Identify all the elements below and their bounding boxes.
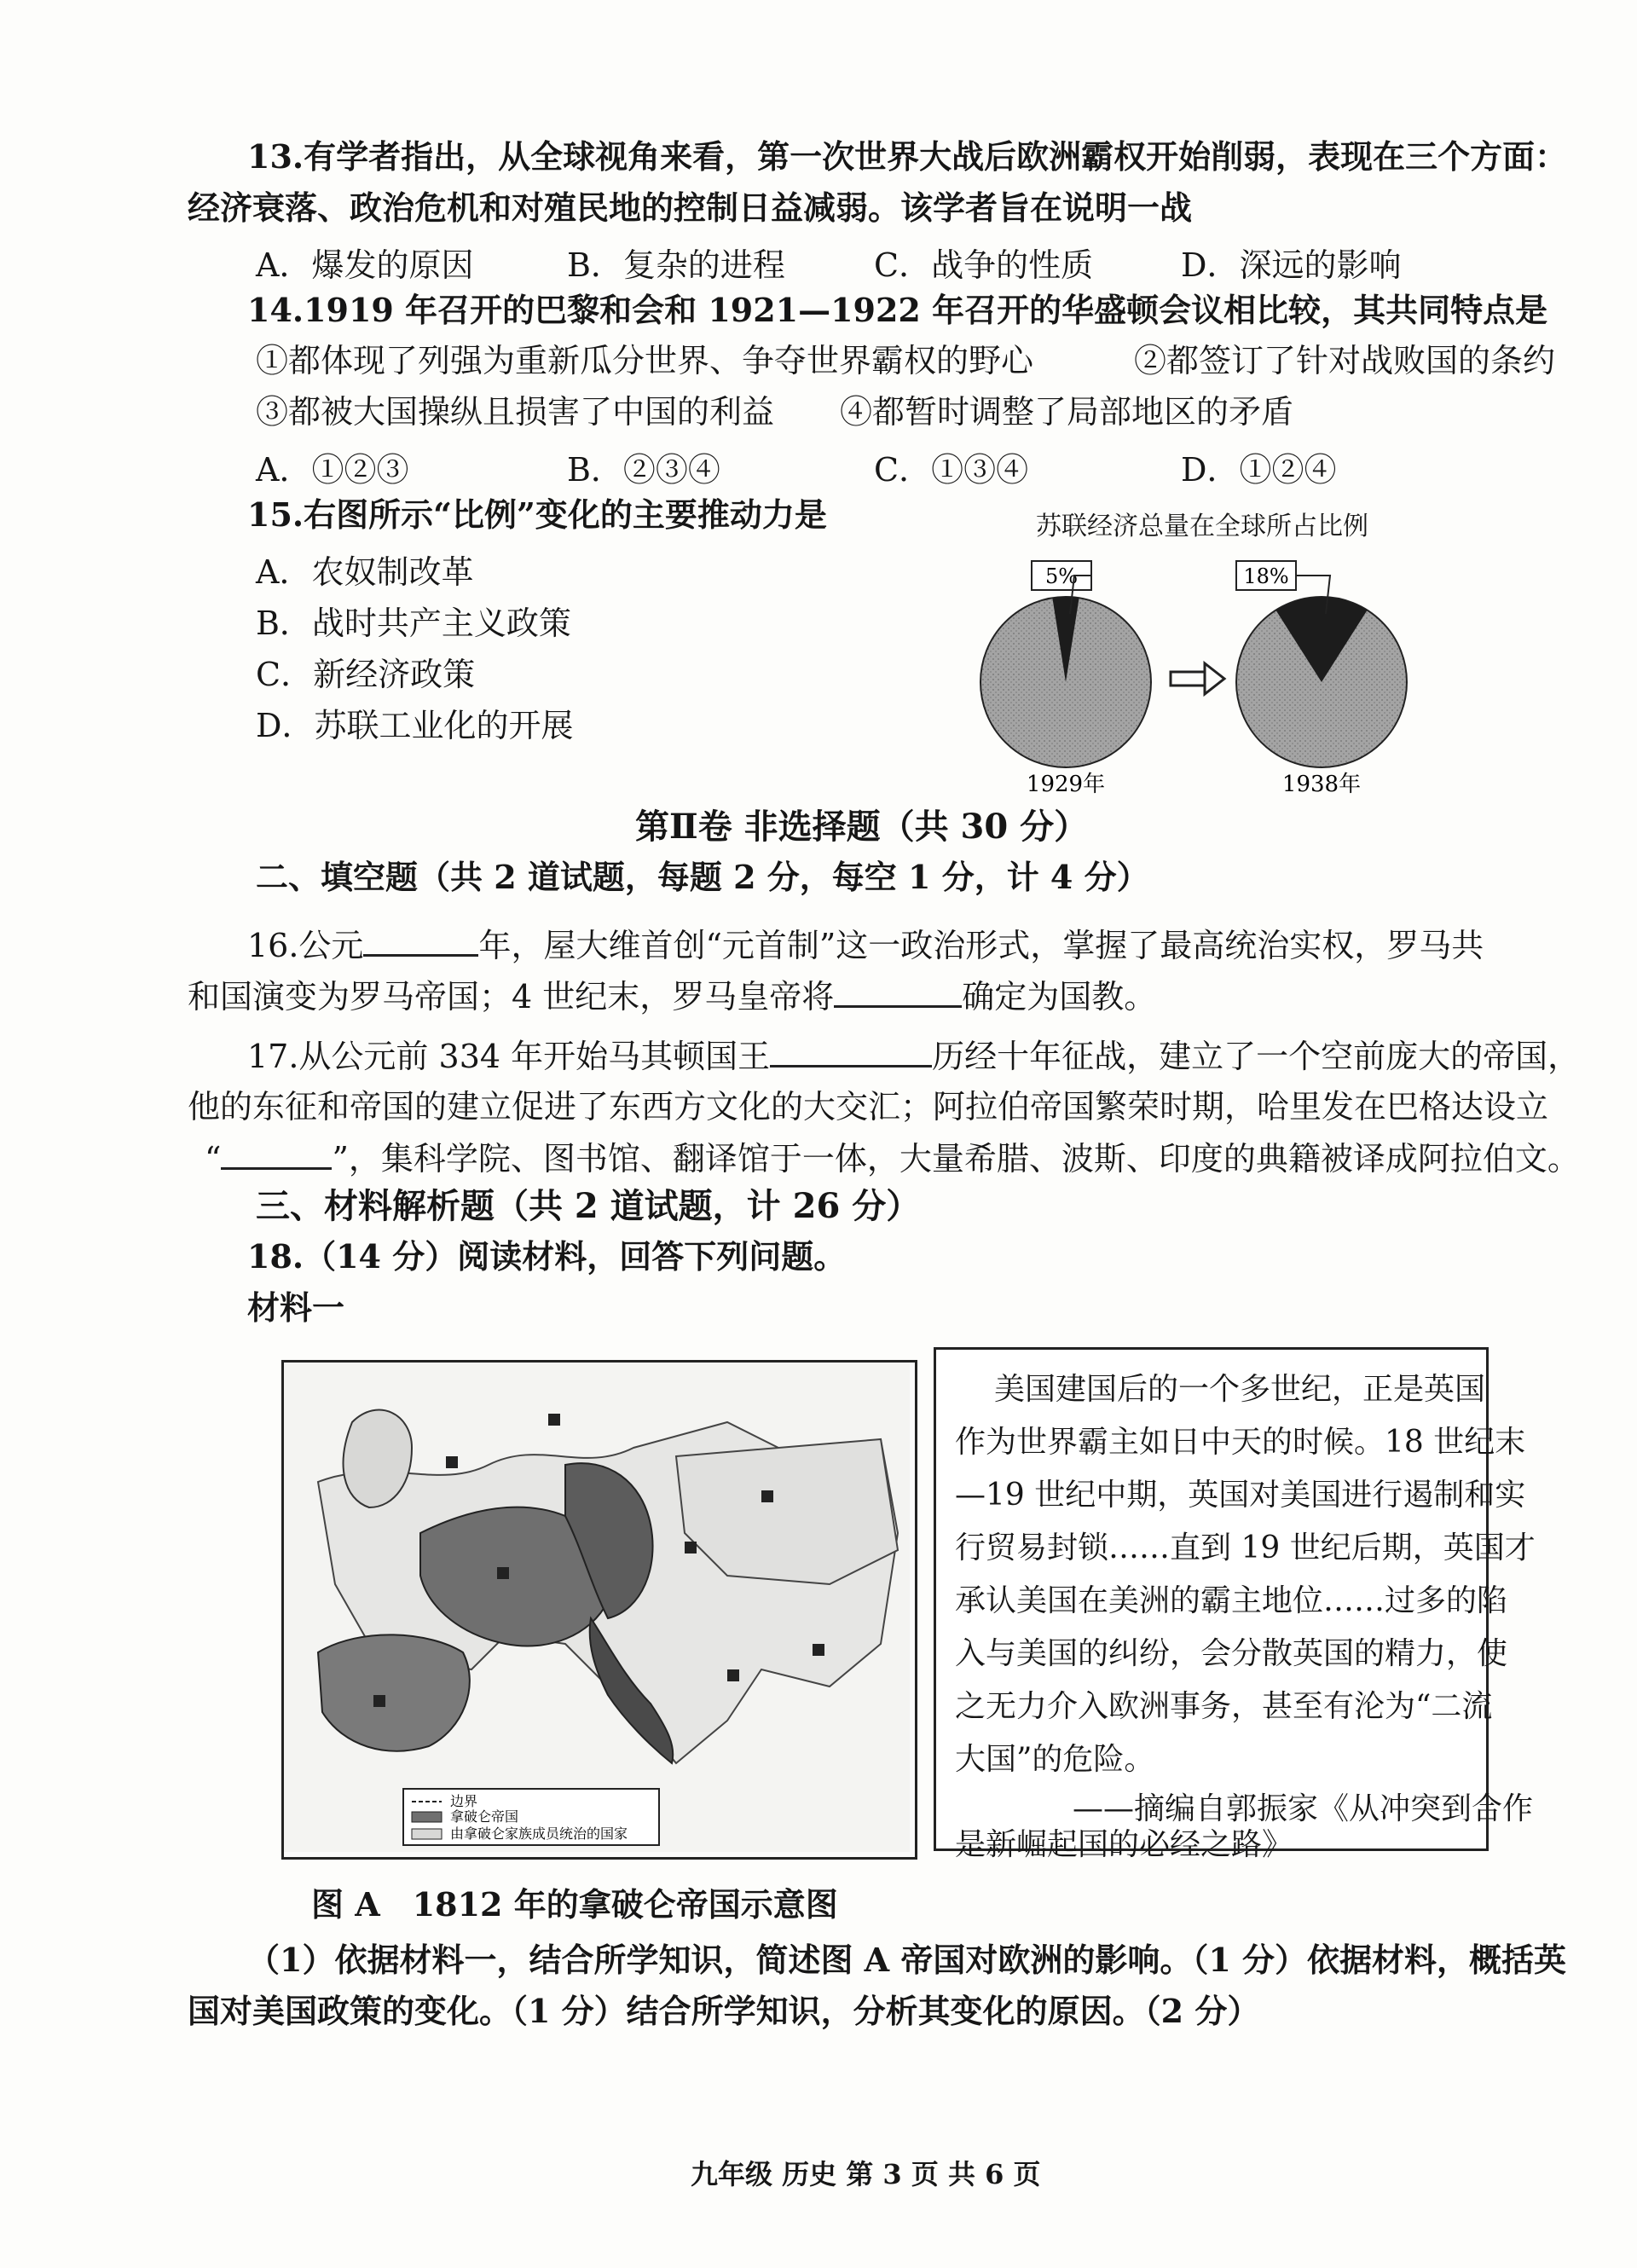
q17-text-d: “: [205, 1140, 222, 1178]
arrow-icon: [1171, 663, 1224, 694]
q14-option-b: B．②③④: [567, 451, 720, 489]
q17-blank-2[interactable]: [221, 1138, 332, 1170]
q17-text-b: 历经十年征战，建立了一个空前庞大的帝国，: [932, 1038, 1581, 1076]
quote-source-1: ——摘编自郭振家《从冲突到合作: [1073, 1791, 1534, 1826]
q14-statement-1: ①都体现了列强为重新瓜分世界、争夺世界霸权的野心: [256, 342, 1034, 379]
q16-line1: [247, 925, 1484, 967]
fill-heading: 二、填空题（共 2 道试题，每题 2 分，每空 1 分，计 4 分）: [256, 858, 1149, 896]
quote-line-1: 美国建国后的一个多世纪，正是英国: [994, 1372, 1486, 1407]
pie-chart: [972, 546, 1415, 797]
q13-option-c: C．战争的性质: [874, 246, 1094, 284]
q17-text-a: 17.从公元前 334 年开始马其顿国王: [247, 1038, 771, 1076]
q15-option-a: A．农奴制改革: [256, 553, 474, 591]
q16-text-d: 确定为国教。: [962, 978, 1157, 1016]
q14-option-d: D．①②④: [1181, 451, 1337, 489]
q16-line2: [188, 976, 1156, 1018]
map-caption: 图 A 1812 年的拿破仑帝国示意图: [311, 1885, 838, 1924]
q13-option-b: B．复杂的进程: [567, 246, 785, 284]
quote-source-2: 是新崛起国的必经之路》: [955, 1827, 1293, 1862]
analysis-heading: 三、材料解析题（共 2 道试题，计 26 分）: [256, 1186, 921, 1226]
q18-1-line1: （1）依据材料一，结合所学知识，简述图 A 帝国对欧洲的影响。（1 分）依据材料，概括英: [247, 1941, 1567, 1979]
q14-option-c: C．①③④: [874, 451, 1029, 489]
quote-line-7: 之无力介入欧洲事务，甚至有沦为“二流: [955, 1689, 1493, 1724]
q18-stem: 18.（14 分）阅读材料，回答下列问题。: [247, 1237, 847, 1276]
q17-text-e: ”，集科学院、图书馆、翻译馆于一体，大量希腊、波斯、印度的典籍被译成阿拉伯文。: [332, 1140, 1580, 1178]
map-legend-2: 拿破仑帝国: [450, 1808, 519, 1825]
q14-statement-3: ③都被大国操纵且损害了中国的利益: [256, 393, 775, 431]
napoleon-empire-map: [281, 1360, 917, 1860]
q16-blank-2[interactable]: [834, 976, 962, 1008]
q16-text-b: 年，屋大维首创“元首制”这一政治形式，掌握了最高统治实权，罗马共: [478, 927, 1484, 965]
q13-option-a: A．爆发的原因: [256, 246, 474, 284]
q17-line1: [247, 1036, 1580, 1078]
q16-text-c: 和国演变为罗马帝国；4 世纪末，罗马皇帝将: [188, 978, 835, 1016]
map-drawing: [284, 1363, 910, 1852]
pie-year-label-1: 1938年: [1281, 772, 1362, 797]
q17-line3: [205, 1138, 1580, 1180]
material-1-label: 材料一: [247, 1288, 345, 1327]
q13-line1: 13.有学者指出，从全球视角来看，第一次世界大战后欧洲霸权开始削弱，表现在三个方面：: [247, 137, 1568, 176]
quote-line-3: —19 世纪中期，英国对美国进行遏制和实: [955, 1478, 1526, 1513]
pie-value-label-0: 5%: [1044, 564, 1079, 588]
q14-line1: 14.1919 年召开的巴黎和会和 1921—1922 年召开的华盛顿会议相比较，其共同特点是: [247, 291, 1548, 329]
pie-year-label-0: 1929年: [1026, 772, 1106, 797]
q15-option-b: B．战时共产主义政策: [256, 605, 571, 642]
quote-line-5: 承认美国在美洲的霸主地位……过多的陷: [955, 1583, 1508, 1618]
q14-statement-2: ②都签订了针对战败国的条约: [1134, 342, 1556, 379]
q15-option-c: C．新经济政策: [256, 656, 476, 693]
quote-line-8: 大国”的危险。: [955, 1742, 1155, 1777]
quote-box: [934, 1347, 1536, 1862]
q16-text-a: 16.公元: [247, 927, 364, 965]
pie-value-label-1: 18%: [1243, 564, 1289, 588]
quote-line-2: 作为世界霸主如日中天的时候。18 世纪末: [955, 1425, 1526, 1460]
q15-stem: 15.右图所示“比例”变化的主要推动力是: [247, 495, 827, 534]
q15-option-d: D．苏联工业化的开展: [256, 707, 574, 744]
page-footer: 九年级 历史 第 3 页 共 6 页: [691, 2158, 1041, 2190]
quote-line-6: 入与美国的纠纷，会分散英国的精力，使: [955, 1636, 1508, 1671]
q18-1-line2: 国对美国政策的变化。（1 分）结合所学知识，分析其变化的原因。（2 分）: [188, 1992, 1260, 2030]
q17-line2: 他的东征和帝国的建立促进了东西方文化的大交汇；阿拉伯帝国繁荣时期，哈里发在巴格达设立: [188, 1088, 1549, 1125]
section2-title: 第Ⅱ卷 非选择题（共 30 分）: [635, 807, 1089, 847]
q16-blank-1[interactable]: [363, 925, 478, 957]
map-legend-3: 由拿破仑家族成员统治的国家: [450, 1825, 628, 1842]
quote-line-4: 行贸易封锁……直到 19 世纪后期，英国才: [955, 1530, 1536, 1565]
q14-option-a: A．①②③: [256, 451, 409, 489]
q17-blank-1[interactable]: [770, 1036, 932, 1067]
q14-statement-4: ④都暂时调整了局部地区的矛盾: [840, 393, 1294, 431]
q13-option-d: D．深远的影响: [1181, 246, 1402, 284]
map-legend-1: 边界: [450, 1793, 478, 1809]
q13-line2: 经济衰落、政治危机和对殖民地的控制日益减弱。该学者旨在说明一战: [188, 188, 1193, 227]
chart-title: 苏联经济总量在全球所占比例: [1036, 512, 1368, 541]
